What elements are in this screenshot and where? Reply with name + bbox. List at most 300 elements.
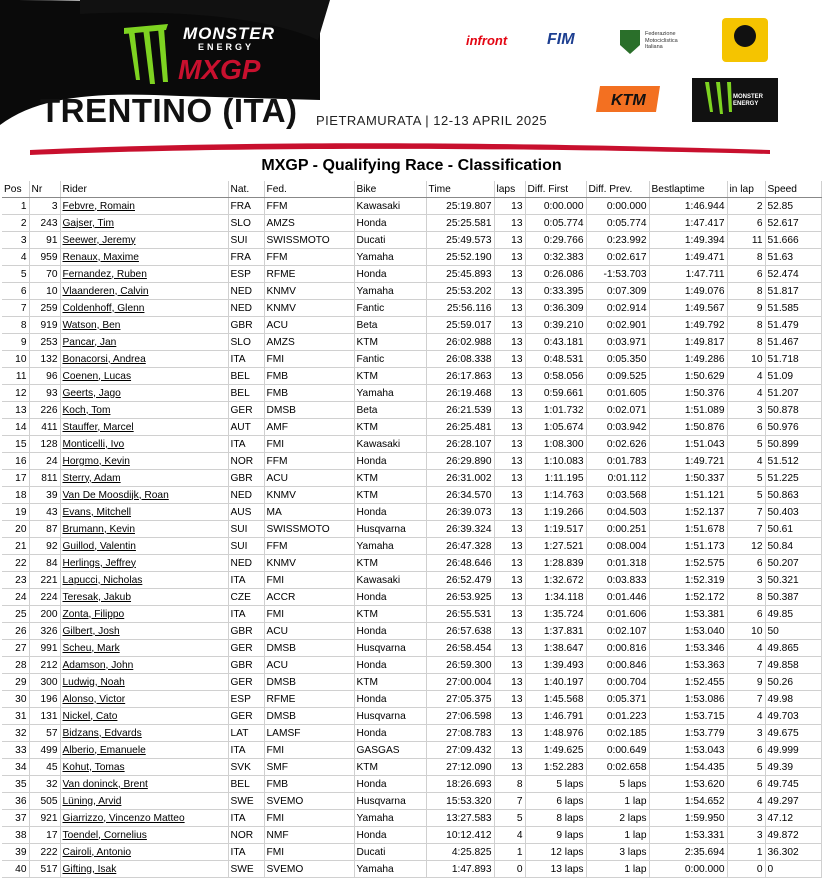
cell-nat: AUT — [228, 419, 264, 436]
cell-diff-first: 1:08.300 — [525, 436, 586, 453]
cell-laps: 13 — [494, 351, 525, 368]
table-row — [2, 470, 821, 487]
cell-laps: 13 — [494, 215, 525, 232]
cell-in-lap: 3 — [727, 725, 765, 742]
table-row — [2, 555, 821, 572]
cell-in-lap: 8 — [727, 589, 765, 606]
rider-link[interactable]: Febvre, Romain — [62, 200, 135, 212]
cell-nat: SUI — [228, 538, 264, 555]
column-header-fed: Fed. — [264, 181, 354, 198]
rider-link[interactable]: Ludwig, Noah — [62, 676, 125, 688]
cell-nat: GER — [228, 708, 264, 725]
cell-laps: 13 — [494, 504, 525, 521]
cell-pos: 4 — [2, 249, 29, 266]
column-header-pos: Pos — [2, 181, 29, 198]
cell-in-lap: 7 — [727, 691, 765, 708]
cell-time: 26:25.481 — [426, 419, 494, 436]
cell-diff-first: 0:48.531 — [525, 351, 586, 368]
cell-time: 26:55.531 — [426, 606, 494, 623]
cell-bike: Kawasaki — [354, 198, 426, 215]
cell-time: 25:56.116 — [426, 300, 494, 317]
cell-in-lap: 12 — [727, 538, 765, 555]
cell-time: 26:31.002 — [426, 470, 494, 487]
infront-logo: infront — [466, 33, 508, 48]
cell-bestlaptime: 1:51.173 — [649, 538, 727, 555]
cell-nr: 811 — [29, 470, 60, 487]
table-row — [2, 776, 821, 793]
rider-link[interactable]: Gilbert, Josh — [62, 625, 120, 637]
cell-laps: 13 — [494, 334, 525, 351]
cell-bestlaptime: 1:53.363 — [649, 657, 727, 674]
rider-link[interactable]: Guillod, Valentin — [62, 540, 136, 552]
cell-fed: DMSB — [264, 402, 354, 419]
rider-link[interactable]: Bonacorsi, Andrea — [62, 353, 146, 365]
cell-time: 26:39.324 — [426, 521, 494, 538]
cell-bestlaptime: 1:50.629 — [649, 368, 727, 385]
event-badge-icon — [722, 18, 768, 62]
cell-nr: 128 — [29, 436, 60, 453]
rider-link[interactable]: Gifting, Isak — [62, 863, 117, 875]
cell-diff-prev: 0:03.942 — [586, 419, 649, 436]
cell-in-lap: 11 — [727, 232, 765, 249]
cell-rider — [60, 725, 228, 742]
rider-link[interactable]: Horgmo, Kevin — [62, 455, 130, 467]
cell-nr: 919 — [29, 317, 60, 334]
cell-bike: KTM — [354, 759, 426, 776]
cell-diff-first: 0:29.766 — [525, 232, 586, 249]
cell-pos: 20 — [2, 521, 29, 538]
cell-bike: KTM — [354, 419, 426, 436]
cell-diff-prev: 2 laps — [586, 810, 649, 827]
cell-diff-first: 9 laps — [525, 827, 586, 844]
cell-in-lap: 4 — [727, 385, 765, 402]
cell-bestlaptime: 1:53.331 — [649, 827, 727, 844]
cell-speed: 49.39 — [765, 759, 821, 776]
cell-speed: 52.474 — [765, 266, 821, 283]
table-row — [2, 334, 821, 351]
cell-nr: 959 — [29, 249, 60, 266]
cell-diff-prev: 0:05.350 — [586, 351, 649, 368]
cell-diff-first: 1:19.266 — [525, 504, 586, 521]
rider-link[interactable]: Koch, Tom — [62, 404, 111, 416]
cell-fed: ACCR — [264, 589, 354, 606]
cell-diff-first: 0:05.774 — [525, 215, 586, 232]
cell-bestlaptime: 1:53.620 — [649, 776, 727, 793]
rider-link[interactable]: Zonta, Filippo — [62, 608, 125, 620]
cell-diff-first: 0:58.056 — [525, 368, 586, 385]
cell-laps: 13 — [494, 436, 525, 453]
cell-pos: 36 — [2, 793, 29, 810]
cell-in-lap: 9 — [727, 674, 765, 691]
column-header-time: Time — [426, 181, 494, 198]
cell-time: 26:57.638 — [426, 623, 494, 640]
table-row — [2, 487, 821, 504]
rider-link[interactable]: Vlaanderen, Calvin — [62, 285, 149, 297]
cell-rider — [60, 521, 228, 538]
cell-in-lap: 7 — [727, 521, 765, 538]
mxgp-logo-text: MXGP — [178, 54, 261, 85]
column-header-nr: Nr — [29, 181, 60, 198]
cell-bike: KTM — [354, 368, 426, 385]
cell-in-lap: 10 — [727, 351, 765, 368]
cell-time: 26:47.328 — [426, 538, 494, 555]
cell-fed: FMI — [264, 742, 354, 759]
cell-pos: 1 — [2, 198, 29, 215]
cell-fed: RFME — [264, 691, 354, 708]
cell-laps: 13 — [494, 453, 525, 470]
cell-nat: ITA — [228, 436, 264, 453]
cell-nr: 221 — [29, 572, 60, 589]
cell-bestlaptime: 1:52.455 — [649, 674, 727, 691]
cell-pos: 38 — [2, 827, 29, 844]
cell-nat: SUI — [228, 521, 264, 538]
cell-bike: KTM — [354, 487, 426, 504]
cell-diff-first: 0:36.309 — [525, 300, 586, 317]
cell-speed: 50.976 — [765, 419, 821, 436]
cell-nat: NED — [228, 300, 264, 317]
rider-link[interactable]: Evans, Mitchell — [62, 506, 132, 518]
cell-laps: 13 — [494, 708, 525, 725]
cell-laps: 13 — [494, 589, 525, 606]
cell-in-lap: 4 — [727, 368, 765, 385]
cell-diff-first: 1:45.568 — [525, 691, 586, 708]
cell-in-lap: 5 — [727, 436, 765, 453]
cell-speed: 51.512 — [765, 453, 821, 470]
cell-nat: ESP — [228, 266, 264, 283]
rider-link[interactable]: Brumann, Kevin — [62, 523, 135, 535]
rider-link[interactable]: Sterry, Adam — [62, 472, 121, 484]
rider-link[interactable]: Monticelli, Ivo — [62, 438, 125, 450]
cell-diff-first: 0:33.395 — [525, 283, 586, 300]
table-row — [2, 538, 821, 555]
cell-diff-prev: 0:08.004 — [586, 538, 649, 555]
cell-speed: 47.12 — [765, 810, 821, 827]
rider-link[interactable]: Herlings, Jeffrey — [62, 557, 136, 569]
rider-link[interactable]: Renaux, Maxime — [62, 251, 139, 263]
cell-in-lap: 3 — [727, 402, 765, 419]
rider-link[interactable]: Scheu, Mark — [62, 642, 120, 654]
column-header-speed: Speed — [765, 181, 821, 198]
cell-nat: CZE — [228, 589, 264, 606]
cell-time: 10:12.412 — [426, 827, 494, 844]
cell-bestlaptime: 1:51.043 — [649, 436, 727, 453]
cell-bestlaptime: 1:52.319 — [649, 572, 727, 589]
venue-detail: PIETRAMURATA | 12-13 APRIL 2025 — [316, 113, 548, 128]
table-row — [2, 436, 821, 453]
cell-diff-first: 1:37.831 — [525, 623, 586, 640]
table-row — [2, 198, 821, 215]
cell-speed: 50.387 — [765, 589, 821, 606]
ktm-logo-text — [612, 88, 614, 89]
rider-link[interactable]: Lüning, Arvid — [62, 795, 122, 807]
rider-link[interactable]: Watson, Ben — [62, 319, 121, 331]
cell-diff-prev: 0:07.309 — [586, 283, 649, 300]
cell-nr: 24 — [29, 453, 60, 470]
cell-bestlaptime: 1:51.089 — [649, 402, 727, 419]
cell-bike: Yamaha — [354, 385, 426, 402]
cell-nat: ITA — [228, 572, 264, 589]
cell-rider — [60, 198, 228, 215]
cell-diff-prev: 0:01.112 — [586, 470, 649, 487]
cell-pos: 11 — [2, 368, 29, 385]
rider-link[interactable]: Toendel, Cornelius — [62, 829, 147, 841]
cell-fed: FFM — [264, 249, 354, 266]
cell-pos: 21 — [2, 538, 29, 555]
cell-nr: 224 — [29, 589, 60, 606]
cell-speed: 50.26 — [765, 674, 821, 691]
cell-diff-first: 1:48.976 — [525, 725, 586, 742]
rider-link[interactable]: Teresak, Jakub — [62, 591, 132, 603]
svg-text:KTM: KTM — [611, 92, 646, 109]
cell-rider — [60, 419, 228, 436]
cell-laps: 13 — [494, 266, 525, 283]
rider-link[interactable]: Alberio, Emanuele — [62, 744, 146, 756]
cell-nat: ESP — [228, 691, 264, 708]
table-body — [2, 198, 821, 878]
cell-bestlaptime: 1:52.172 — [649, 589, 727, 606]
cell-nat: GBR — [228, 657, 264, 674]
rider-link[interactable]: Alonso, Victor — [62, 693, 126, 705]
cell-bestlaptime: 1:53.779 — [649, 725, 727, 742]
classification-table — [2, 181, 822, 878]
cell-rider — [60, 436, 228, 453]
table-row — [2, 368, 821, 385]
rider-link[interactable]: Stauffer, Marcel — [62, 421, 134, 433]
column-header-diff-first: Diff. First — [525, 181, 586, 198]
cell-diff-prev: 0:04.503 — [586, 504, 649, 521]
cell-speed: 51.585 — [765, 300, 821, 317]
rider-link[interactable]: Coenen, Lucas — [62, 370, 132, 382]
cell-diff-first: 1:40.197 — [525, 674, 586, 691]
cell-pos: 22 — [2, 555, 29, 572]
cell-diff-prev: 0:09.525 — [586, 368, 649, 385]
cell-laps: 13 — [494, 487, 525, 504]
cell-diff-prev: 0:02.185 — [586, 725, 649, 742]
cell-nr: 45 — [29, 759, 60, 776]
cell-fed: FMI — [264, 606, 354, 623]
cell-diff-prev: 0:23.992 — [586, 232, 649, 249]
cell-diff-first: 1:14.763 — [525, 487, 586, 504]
cell-in-lap: 4 — [727, 708, 765, 725]
cell-time: 26:29.890 — [426, 453, 494, 470]
cell-rider — [60, 776, 228, 793]
cell-diff-first: 1:38.647 — [525, 640, 586, 657]
table-row — [2, 657, 821, 674]
cell-pos: 23 — [2, 572, 29, 589]
cell-bike: Yamaha — [354, 283, 426, 300]
cell-speed: 49.858 — [765, 657, 821, 674]
cell-nat: GER — [228, 674, 264, 691]
cell-laps: 13 — [494, 538, 525, 555]
rider-link[interactable]: Kohut, Tomas — [62, 761, 125, 773]
cell-laps: 7 — [494, 793, 525, 810]
cell-nat: BEL — [228, 776, 264, 793]
cell-nr: 131 — [29, 708, 60, 725]
cell-rider — [60, 742, 228, 759]
cell-nat: NED — [228, 555, 264, 572]
cell-time: 27:00.004 — [426, 674, 494, 691]
cell-fed: ACU — [264, 657, 354, 674]
cell-rider — [60, 385, 228, 402]
cell-diff-first: 0:59.661 — [525, 385, 586, 402]
column-header-laps: laps — [494, 181, 525, 198]
cell-nr: 39 — [29, 487, 60, 504]
cell-diff-prev: 0:02.626 — [586, 436, 649, 453]
rider-link[interactable]: Fernandez, Ruben — [62, 268, 147, 280]
cell-rider — [60, 266, 228, 283]
cell-nr: 200 — [29, 606, 60, 623]
cell-bike: Yamaha — [354, 538, 426, 555]
table-row — [2, 844, 821, 861]
cell-fed: KNMV — [264, 300, 354, 317]
cell-bike: KTM — [354, 606, 426, 623]
rider-link[interactable]: Nickel, Cato — [62, 710, 118, 722]
cell-in-lap: 7 — [727, 657, 765, 674]
cell-pos: 2 — [2, 215, 29, 232]
cell-time: 27:06.598 — [426, 708, 494, 725]
cell-time: 26:59.300 — [426, 657, 494, 674]
rider-link[interactable]: Gajser, Tim — [62, 217, 115, 229]
rider-link[interactable]: Giarrizzo, Vincenzo Matteo — [62, 812, 185, 824]
cell-diff-first: 1:34.118 — [525, 589, 586, 606]
cell-diff-prev: -1:53.703 — [586, 266, 649, 283]
cell-in-lap: 6 — [727, 266, 765, 283]
cell-bestlaptime: 1:53.086 — [649, 691, 727, 708]
cell-bike: KTM — [354, 470, 426, 487]
rider-link[interactable]: Adamson, John — [62, 659, 134, 671]
cell-bike: Yamaha — [354, 810, 426, 827]
cell-time: 26:53.925 — [426, 589, 494, 606]
cell-rider — [60, 640, 228, 657]
cell-bike: Kawasaki — [354, 572, 426, 589]
cell-nat: ITA — [228, 742, 264, 759]
cell-rider — [60, 402, 228, 419]
cell-rider — [60, 759, 228, 776]
cell-bestlaptime: 1:52.137 — [649, 504, 727, 521]
cell-speed: 50.403 — [765, 504, 821, 521]
rider-link[interactable]: Lapucci, Nicholas — [62, 574, 143, 586]
cell-bike: Husqvarna — [354, 793, 426, 810]
cell-pos: 3 — [2, 232, 29, 249]
cell-nr: 70 — [29, 266, 60, 283]
cell-diff-prev: 0:01.605 — [586, 385, 649, 402]
table-row — [2, 861, 821, 878]
cell-rider — [60, 368, 228, 385]
cell-nat: SWE — [228, 861, 264, 878]
cell-laps: 13 — [494, 283, 525, 300]
rider-link[interactable]: Coldenhoff, Glenn — [62, 302, 145, 314]
cell-pos: 39 — [2, 844, 29, 861]
rider-link[interactable]: Geerts, Jago — [62, 387, 121, 399]
table-row — [2, 453, 821, 470]
cell-fed: FMB — [264, 385, 354, 402]
table-row — [2, 725, 821, 742]
cell-pos: 7 — [2, 300, 29, 317]
cell-nat: GER — [228, 640, 264, 657]
cell-in-lap: 3 — [727, 827, 765, 844]
cell-pos: 15 — [2, 436, 29, 453]
cell-diff-prev: 0:00.816 — [586, 640, 649, 657]
cell-nr: 92 — [29, 538, 60, 555]
cell-diff-prev: 0:00.846 — [586, 657, 649, 674]
cell-bestlaptime: 1:47.711 — [649, 266, 727, 283]
cell-diff-prev: 0:03.568 — [586, 487, 649, 504]
cell-laps: 13 — [494, 317, 525, 334]
cell-time: 4:25.825 — [426, 844, 494, 861]
cell-nat: GER — [228, 402, 264, 419]
table-row — [2, 606, 821, 623]
cell-diff-first: 0:43.181 — [525, 334, 586, 351]
cell-bike: Honda — [354, 725, 426, 742]
rider-link[interactable]: Cairoli, Antonio — [62, 846, 132, 858]
rider-link[interactable]: Seewer, Jeremy — [62, 234, 136, 246]
cell-fed: SWISSMOTO — [264, 521, 354, 538]
cell-pos: 9 — [2, 334, 29, 351]
cell-diff-prev: 0:00.251 — [586, 521, 649, 538]
cell-in-lap: 8 — [727, 283, 765, 300]
cell-laps: 13 — [494, 657, 525, 674]
cell-fed: KNMV — [264, 555, 354, 572]
cell-bike: Honda — [354, 827, 426, 844]
cell-diff-prev: 0:05.371 — [586, 691, 649, 708]
cell-bike: KTM — [354, 334, 426, 351]
cell-nat: ITA — [228, 351, 264, 368]
cell-nat: FRA — [228, 198, 264, 215]
cell-diff-prev: 0:01.446 — [586, 589, 649, 606]
cell-diff-first: 6 laps — [525, 793, 586, 810]
cell-nr: 32 — [29, 776, 60, 793]
cell-laps: 13 — [494, 623, 525, 640]
cell-nat: BEL — [228, 385, 264, 402]
cell-speed: 49.865 — [765, 640, 821, 657]
cell-nr: 87 — [29, 521, 60, 538]
cell-in-lap: 7 — [727, 504, 765, 521]
cell-bestlaptime: 1:49.076 — [649, 283, 727, 300]
cell-diff-first: 1:28.839 — [525, 555, 586, 572]
cell-bike: Fantic — [354, 351, 426, 368]
cell-laps: 13 — [494, 640, 525, 657]
cell-nr: 505 — [29, 793, 60, 810]
cell-speed: 51.09 — [765, 368, 821, 385]
cell-speed: 50.207 — [765, 555, 821, 572]
cell-diff-first: 1:39.493 — [525, 657, 586, 674]
cell-time: 26:28.107 — [426, 436, 494, 453]
rider-link[interactable]: Bidzans, Edvards — [62, 727, 142, 739]
cell-in-lap: 3 — [727, 572, 765, 589]
cell-nr: 517 — [29, 861, 60, 878]
cell-in-lap: 5 — [727, 759, 765, 776]
cell-in-lap: 8 — [727, 317, 765, 334]
cell-rider — [60, 538, 228, 555]
cell-fed: FMI — [264, 436, 354, 453]
cell-laps: 13 — [494, 606, 525, 623]
cell-rider — [60, 623, 228, 640]
table-row — [2, 317, 821, 334]
cell-fed: ACU — [264, 317, 354, 334]
rider-link[interactable]: Van doninck, Brent — [62, 778, 148, 790]
cell-pos: 31 — [2, 708, 29, 725]
cell-rider — [60, 589, 228, 606]
cell-fed: SVEMO — [264, 861, 354, 878]
cell-diff-prev: 0:00.704 — [586, 674, 649, 691]
rider-link[interactable]: Pancar, Jan — [62, 336, 117, 348]
cell-in-lap: 6 — [727, 555, 765, 572]
cell-bike: KTM — [354, 674, 426, 691]
cell-fed: FMI — [264, 844, 354, 861]
cell-time: 18:26.693 — [426, 776, 494, 793]
cell-pos: 32 — [2, 725, 29, 742]
rider-link[interactable]: Van De Moosdijk, Roan — [62, 489, 169, 501]
